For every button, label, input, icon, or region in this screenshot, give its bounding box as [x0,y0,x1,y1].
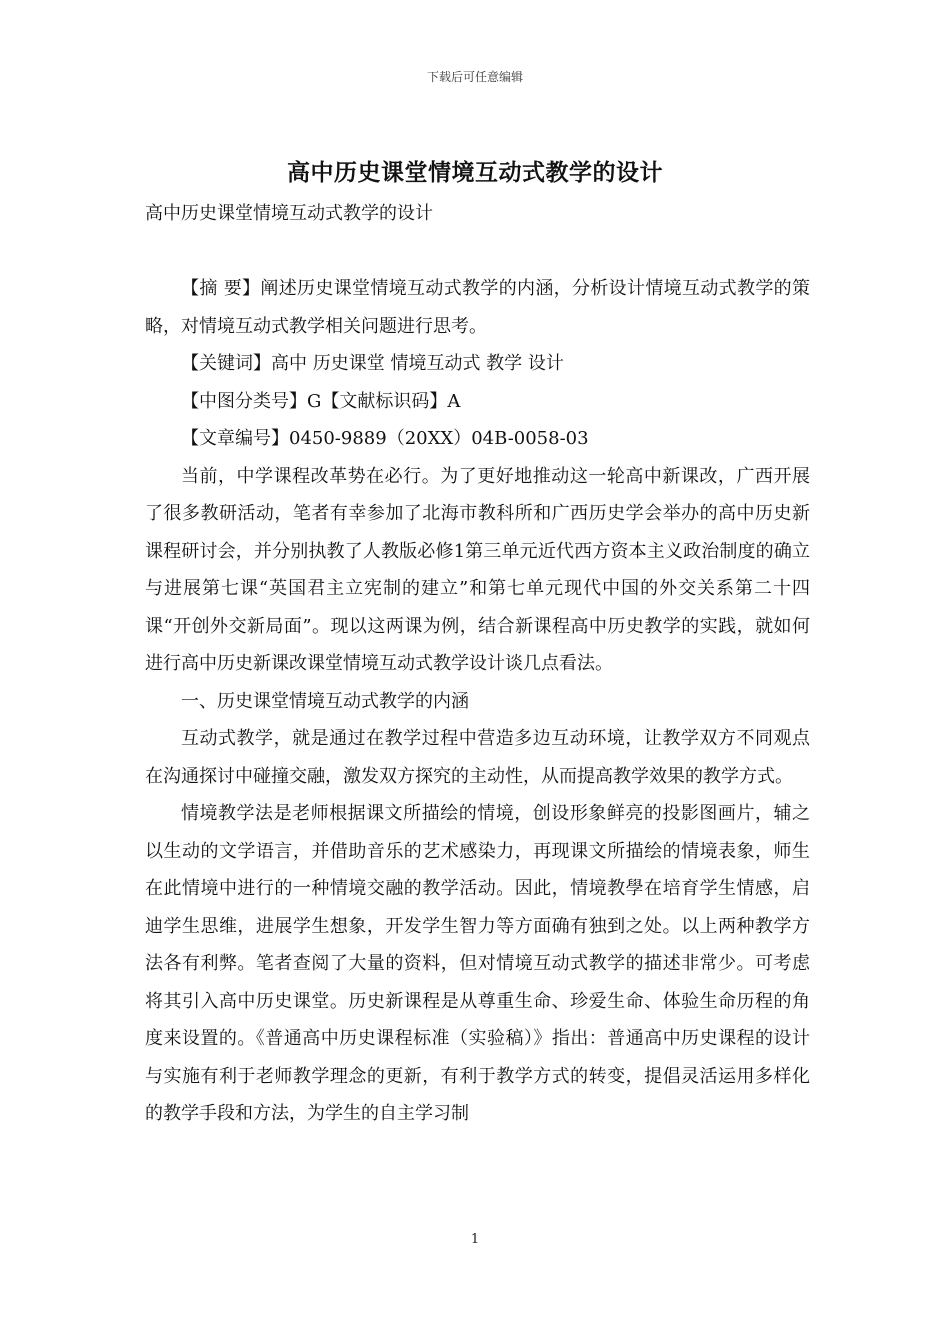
body-paragraph: 互动式教学，就是通过在教学过程中营造多边互动环境，让教学双方不同观点在沟通探讨中碰撞交融，激发双方探究的主动性，从而提高教学效果的教学方式。 [145,728,810,787]
header-note: 下载后可任意编辑 [426,70,523,84]
classification-paragraph: 【中图分类号】G【文献标识码】A [181,390,461,412]
section-heading: 一、历史课堂情境互动式教学的内涵 [181,690,469,712]
body-paragraph: 当前，中学课程改革势在必行。为了更好地推动这一轮高中新课改，广西开展了很多教研活动，笔者有幸参加了北海市教科所和广西历史学会举办的高中历史新课程研讨会，并分别执教了人教版必修1第三单元近代西方资本主义政治制度的确立与进展第七课“英国君主立宪制的建立”和第七单元现代中国的外交关系第二十四课“开创外交新局面”。现以这两课为例，结合新课程高中历史教学的实践，就如何进行高中历史新课改课堂情境互动式教学设计谈几点看法。 [145,465,810,674]
document-title: 高中历史课堂情境互动式教学的设计 [287,159,663,186]
page-number: 1 [470,1232,480,1247]
document-subtitle: 高中历史课堂情境互动式教学的设计 [145,203,433,224]
body-paragraph: 情境教学法是老师根据课文所描绘的情境，创设形象鲜亮的投影图画片，辅之以生动的文学语言，并借助音乐的艺术感染力，再现课文所描绘的情境表象，师生在此情境中进行的一种情境交融的教学活动。因此，情境教學在培育学生情感，启迪学生思维，进展学生想象，开发学生智力等方面确有独到之处。以上两种教学方法各有利弊。笔者查阅了大量的资料，但对情境互动式教学的描述非常少。可考虑将其引入高中历史课堂。历史新课程是从尊重生命、珍爱生命、体验生命历程的角度来设置的。《普通高中历史课程标准（实验稿）》指出：普通高中历史课程的设计与实施有利于老师教学理念的更新，有利于教学方式的转变，提倡灵活运用多样化的教学手段和方法，为学生的自主学习制 [145,803,810,1124]
article-number-paragraph: 【文章编号】0450-9889（20XX）04B-0058-03 [181,428,589,449]
document-body [145,270,810,1133]
keywords-paragraph: 【关键词】高中 历史课堂 情境互动式 教学 设计 [181,353,564,374]
abstract-paragraph: 【摘 要】阐述历史课堂情境互动式教学的内涵，分析设计情境互动式教学的策略，对情境互动式教学相关问题进行思考。 [145,278,810,337]
